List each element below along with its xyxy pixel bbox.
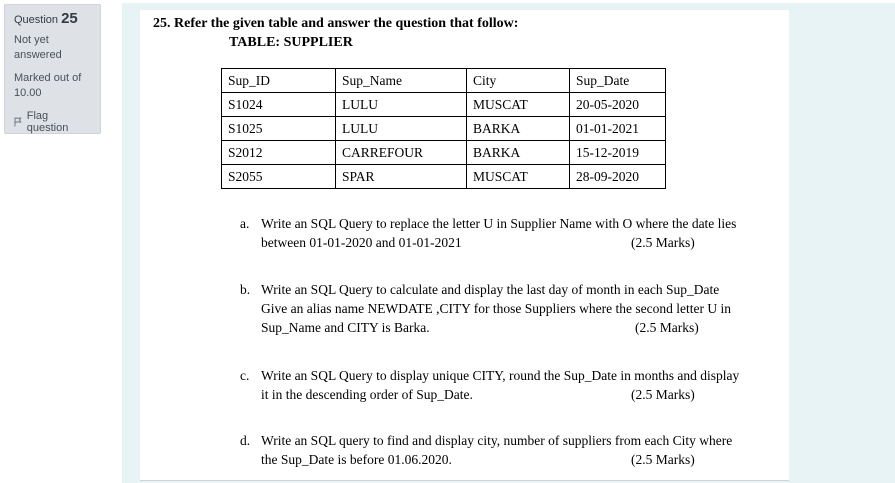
- table-cell: 15-12-2019: [570, 141, 666, 165]
- table-cell: S2055: [222, 165, 336, 189]
- table-cell: SPAR: [336, 165, 467, 189]
- table-cell: LULU: [336, 117, 467, 141]
- marks-label: (2.5 Marks): [631, 452, 695, 467]
- sub-question-line: Write an SQL Query to calculate and display the last day of month in each Sup_Date: [261, 282, 720, 297]
- flag-icon: [14, 117, 23, 127]
- sub-question-line: Give an alias name NEWDATE ,CITY for those Suppliers where the second letter U in: [261, 301, 731, 316]
- marks-label: (2.5 Marks): [631, 387, 695, 402]
- state-line-2: answered: [14, 49, 62, 61]
- sub-question-letter: c.: [240, 368, 250, 383]
- sub-question-line: Write an SQL Query to display unique CITY, round the Sup_Date in months and display: [261, 368, 740, 383]
- grade-line-1: Marked out of: [14, 72, 82, 84]
- table-cell: BARKA: [467, 141, 570, 165]
- table-cell: MUSCAT: [467, 93, 570, 117]
- table-cell: CARREFOUR: [336, 141, 467, 165]
- table-cell: 28-09-2020: [570, 165, 666, 189]
- sub-question-line: between 01-01-2020 and 01-01-2021: [261, 235, 462, 250]
- question-title: 25. Refer the given table and answer the question that follow:: [153, 16, 519, 31]
- table-cell: S2012: [222, 141, 336, 165]
- sub-question-letter: b.: [240, 282, 251, 297]
- sub-question-line: Sup_Name and CITY is Barka.: [261, 320, 430, 335]
- flag-question-label: Flag question: [26, 110, 69, 134]
- table-cell: S1024: [222, 93, 336, 117]
- supplier-table: [221, 68, 666, 189]
- grade-line-2: 10.00: [14, 87, 42, 99]
- table-row: [222, 141, 666, 165]
- sub-question-line: it in the descending order of Sup_Date.: [261, 387, 473, 402]
- header-cell: Sup_ID: [222, 69, 336, 93]
- divider: [140, 480, 789, 481]
- table-cell: LULU: [336, 93, 467, 117]
- marks-label: (2.5 Marks): [631, 235, 695, 250]
- flag-question-button[interactable]: [14, 110, 91, 134]
- table-cell: MUSCAT: [467, 165, 570, 189]
- table-cell: 20-05-2020: [570, 93, 666, 117]
- table-row: [222, 93, 666, 117]
- sub-question-line: the Sup_Date is before 01.06.2020.: [261, 452, 452, 467]
- question-number-value: 25: [61, 10, 78, 27]
- table-row: [222, 117, 666, 141]
- header-cell: City: [467, 69, 570, 93]
- table-title: TABLE: SUPPLIER: [229, 35, 353, 50]
- table-header-row: [222, 69, 666, 93]
- question-image: [140, 10, 789, 481]
- table-cell: S1025: [222, 117, 336, 141]
- question-state: [14, 33, 91, 63]
- table-cell: 01-01-2021: [570, 117, 666, 141]
- header-cell: Sup_Name: [336, 69, 467, 93]
- sub-question-letter: a.: [240, 216, 250, 231]
- question-info-panel: [4, 4, 101, 134]
- question-grade: [14, 71, 91, 101]
- marks-label: (2.5 Marks): [635, 320, 699, 335]
- table-row: [222, 165, 666, 189]
- sub-question-line: Write an SQL query to find and display city, number of suppliers from each City where: [261, 433, 733, 448]
- header-cell: Sup_Date: [570, 69, 666, 93]
- sub-question-letter: d.: [240, 433, 251, 448]
- question-number: [14, 10, 91, 27]
- question-label: Question: [14, 14, 59, 26]
- state-line-1: Not yet: [14, 34, 49, 46]
- sub-question-line: Write an SQL Query to replace the letter U in Supplier Name with O where the date lies: [261, 216, 737, 231]
- table-cell: BARKA: [467, 117, 570, 141]
